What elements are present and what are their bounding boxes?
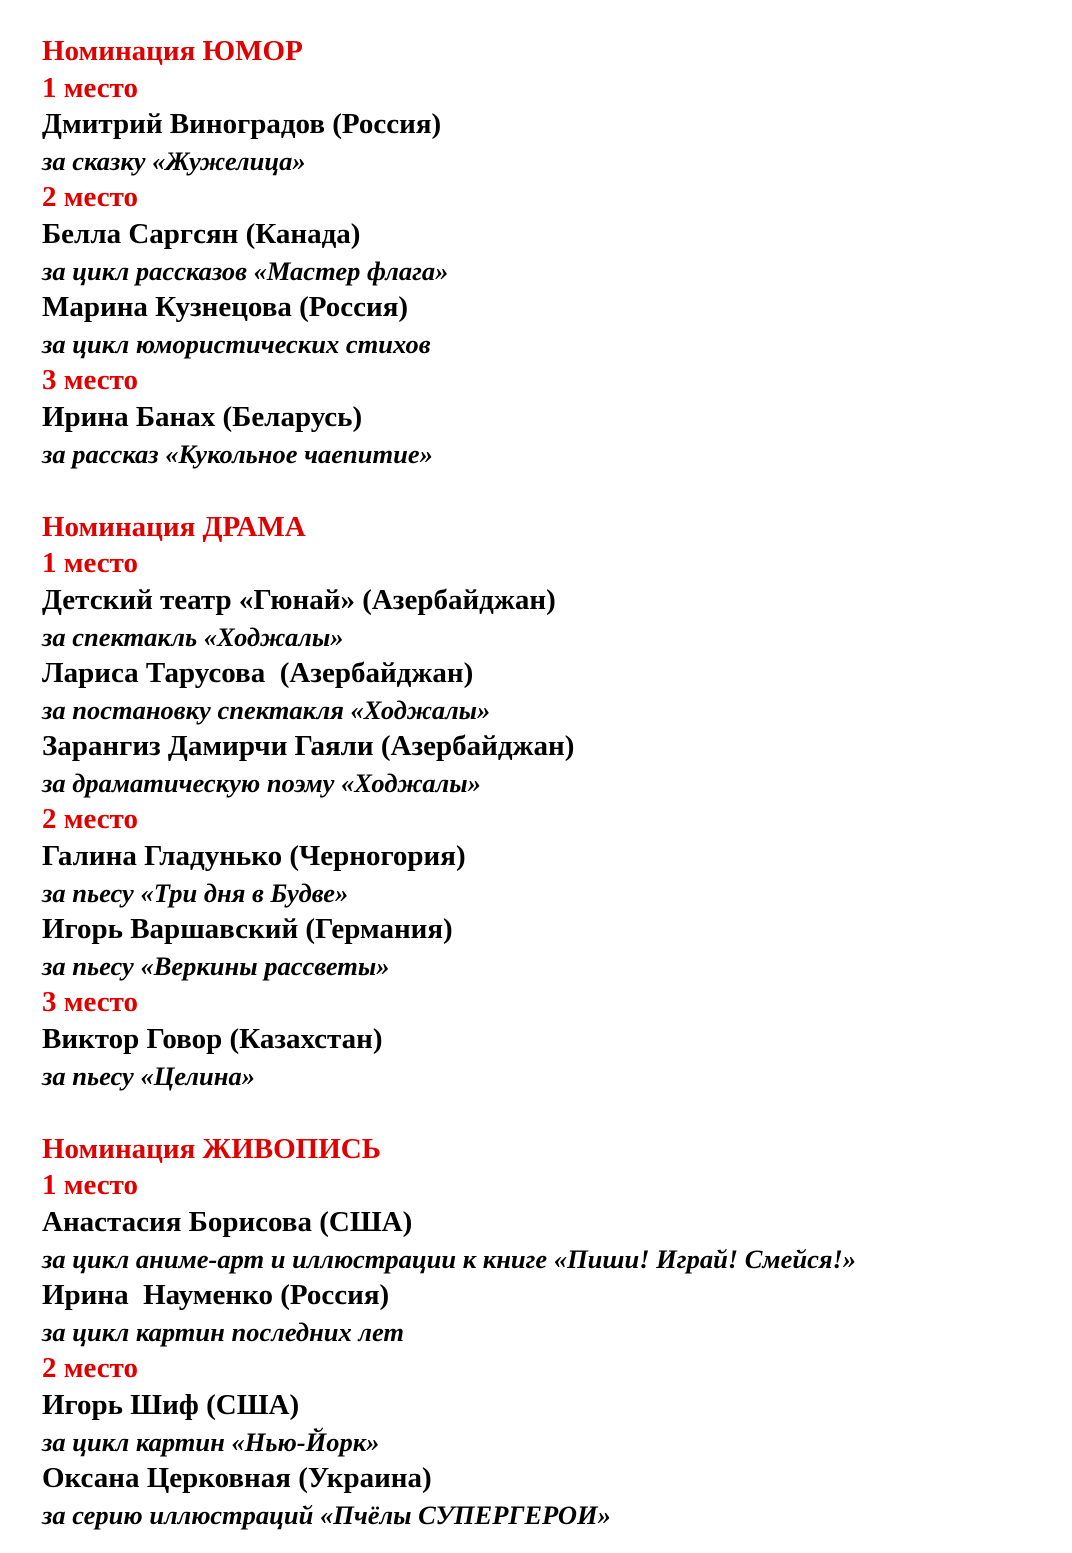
winner-entry: [42, 106, 1032, 179]
place-group: [42, 545, 1032, 801]
winner-name: Игорь Варшавский (Германия): [42, 913, 453, 946]
winner-work: за постановку спектакля «Ходжалы»: [42, 694, 491, 725]
place-group: [42, 179, 1032, 362]
winner-entry: [42, 655, 1032, 728]
winner-entry: [42, 838, 1032, 911]
nomination-section: [42, 1131, 1032, 1534]
place-group: [42, 1167, 1032, 1350]
place-label: 2 место: [42, 803, 138, 836]
winner-name: Детский театр «Гюнай» (Азербайджан): [42, 583, 556, 616]
winner-work: за цикл аниме-арт и иллюстрации к книге «Пиши! Играй! Смейся!»: [42, 1243, 857, 1274]
winner-work: за пьесу «Целина»: [42, 1060, 255, 1091]
winner-work: за сказку «Жужелица»: [42, 145, 306, 176]
winner-work: за спектакль «Ходжалы»: [42, 621, 344, 652]
winner-name: Виктор Говор (Казахстан): [42, 1023, 383, 1056]
winner-entry: [42, 1387, 1032, 1460]
nomination-heading: Номинация ЮМОР: [42, 35, 303, 67]
place-label: 1 место: [42, 71, 138, 104]
place-group: [42, 1350, 1032, 1533]
winner-name: Белла Саргсян (Канада): [42, 217, 361, 250]
place-group: [42, 362, 1032, 472]
winner-entry: [42, 1021, 1032, 1094]
winner-entry: [42, 582, 1032, 655]
winner-name: Зарангиз Дамирчи Гаяли (Азербайджан): [42, 730, 575, 763]
place-label: 1 место: [42, 547, 138, 580]
winner-entry: [42, 728, 1032, 801]
winner-work: за драматическую поэму «Ходжалы»: [42, 767, 481, 798]
winner-work: за серию иллюстраций «Пчёлы СУПЕРГЕРОИ»: [42, 1499, 611, 1530]
nomination-heading: Номинация ЖИВОПИСЬ: [42, 1132, 381, 1165]
winner-entry: [42, 399, 1032, 472]
winner-entry: [42, 1277, 1032, 1350]
winner-work: за пьесу «Три дня в Будве»: [42, 877, 349, 908]
winner-name: Ирина Банах (Беларусь): [42, 400, 363, 433]
nomination-section: [42, 509, 1032, 1095]
winner-work: за цикл рассказов «Мастер флага»: [42, 255, 449, 286]
place-group: [42, 801, 1032, 984]
place-label: 1 место: [42, 1169, 138, 1202]
winner-name: Лариса Тарусова (Азербайджан): [42, 657, 474, 690]
nomination-section: [42, 33, 1032, 472]
winner-name: Марина Кузнецова (Россия): [42, 291, 409, 324]
winner-name: Оксана Церковная (Украина): [42, 1462, 432, 1495]
winner-entry: [42, 1204, 1032, 1277]
winner-entry: [42, 289, 1032, 362]
nomination-heading: Номинация ДРАМА: [42, 510, 306, 543]
winner-work: за цикл картин последних лет: [42, 1316, 405, 1347]
winner-name: Анастасия Борисова (США): [42, 1206, 413, 1238]
winner-work: за рассказ «Кукольное чаепитие»: [42, 438, 433, 469]
winner-work: за цикл юмористических стихов: [42, 328, 431, 359]
winner-work: за пьесу «Веркины рассветы»: [42, 950, 390, 981]
place-group: [42, 984, 1032, 1094]
place-label: 3 место: [42, 986, 138, 1019]
winner-entry: [42, 1460, 1032, 1533]
place-label: 3 место: [42, 364, 138, 397]
winner-name: Ирина Науменко (Россия): [42, 1279, 390, 1312]
place-label: 2 место: [42, 1352, 138, 1385]
winner-entry: [42, 911, 1032, 984]
place-label: 2 место: [42, 181, 138, 214]
place-group: [42, 70, 1032, 180]
winner-entry: [42, 216, 1032, 289]
winner-work: за цикл картин «Нью-Йорк»: [42, 1426, 380, 1457]
winner-name: Дмитрий Виноградов (Россия): [42, 108, 442, 141]
winner-name: Галина Гладунько (Черногория): [42, 840, 466, 873]
winner-name: Игорь Шиф (США): [42, 1388, 300, 1421]
